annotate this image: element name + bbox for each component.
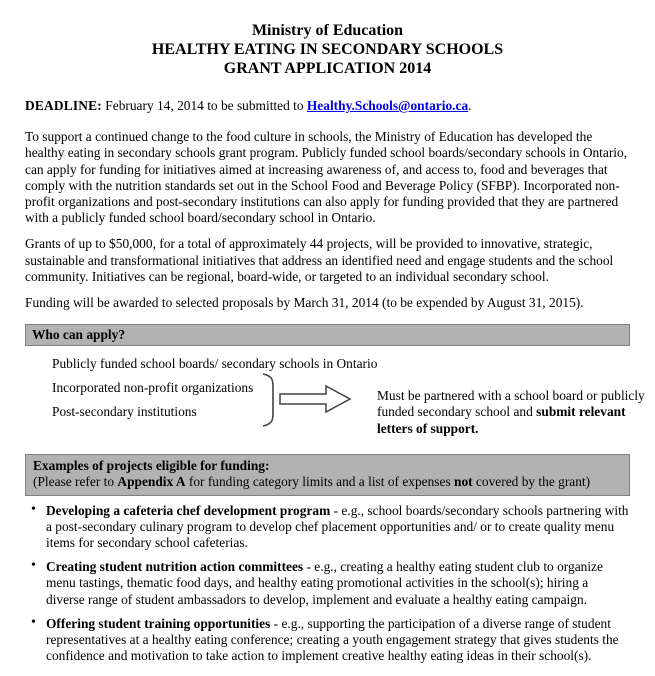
bullet-icon: • — [31, 614, 36, 630]
appendix-a-reference: Appendix A — [117, 474, 186, 490]
email-link[interactable]: Healthy.Schools@ontario.ca — [306, 98, 469, 113]
program-title: HEALTHY EATING IN SECONDARY SCHOOLS — [151, 41, 504, 58]
eligible-projects-header-box — [25, 454, 630, 495]
eligible-projects-list — [25, 503, 630, 665]
ministry-title: Ministry of Education — [251, 22, 404, 39]
who-can-apply-header: Who can apply? — [25, 324, 630, 346]
subtitle-text: for funding category limits and a list of expenses — [185, 474, 455, 490]
bullet-body: - e.g., school boards/secondary schools partnering with a post-secondary culinary program to develop chef placement opportunities and/ or to create quality menu items for secondary school cafeterias. — [46, 502, 629, 551]
eligible-projects-title: Examples of projects eligible for funding: — [33, 458, 270, 474]
list-item-student-training — [25, 616, 630, 665]
right-arrow-icon — [279, 383, 353, 419]
bullet-body: - e.g., supporting the participation of a diverse range of student representatives at a healthy eating conference; creating a youth engagement strategy that gives students the confidence and motivation to take action to implement creative healthy eating ideas in their school(s). — [46, 615, 619, 664]
grants-paragraph: Grants of up to $50,000, for a total of approximately 44 projects, will be provided to innovative, strategic, sustainable and transformational initiatives that address an identified need and engage students and the school community. Initiatives can be regional, board-wide, or targeted to an individual secondary school. — [25, 236, 614, 284]
subtitle-text: covered by the grant) — [472, 474, 591, 490]
partner-note-bold-text: submit relevant letters of support. — [377, 404, 626, 436]
list-item-nutrition-committees — [25, 559, 630, 608]
list-item-chef-program — [25, 503, 630, 552]
partner-requirement-note — [377, 388, 647, 437]
bullet-body: - e.g., creating a healthy eating student club to organize menu tastings, thematic food days, and healthy eating promotional activities in the school(s); hiring a diverse range of student ambassadors to develop, implement and evaluate a healthy eating campaign. — [46, 559, 603, 607]
deadline-period: . — [468, 98, 472, 113]
bullet-lead: Developing a cafeteria chef development program — [46, 502, 331, 518]
applicant-school-boards: Publicly funded school boards/ secondary schools in Ontario — [52, 356, 378, 372]
bullet-icon: • — [31, 558, 36, 574]
who-can-apply-section — [25, 346, 645, 454]
funding-award-paragraph: Funding will be awarded to selected proposals by March 31, 2014 (to be expended by August 31, 2015). — [25, 295, 584, 311]
deadline-text: February 14, 2014 to be submitted to — [101, 98, 307, 113]
bullet-lead: Offering student training opportunities — [46, 615, 271, 631]
document-header — [25, 21, 630, 78]
deadline-line — [25, 98, 630, 114]
deadline-label: DEADLINE: — [25, 98, 102, 113]
applicant-non-profit: Incorporated non-profit organizations — [52, 380, 254, 396]
grouping-bracket-icon — [261, 372, 277, 432]
not-emphasis: not — [454, 474, 473, 490]
application-year-title: GRANT APPLICATION 2014 — [223, 60, 432, 77]
eligible-projects-subtitle — [33, 474, 622, 490]
subtitle-text: (Please refer to — [33, 474, 118, 490]
partner-note-text: Must be partnered with a school board or publicly funded secondary school and — [377, 388, 645, 420]
intro-paragraph: To support a continued change to the food culture in schools, the Ministry of Education has developed the healthy eating in secondary schools grant program. Publicly funded school boards/secondary schools in Ontario, can apply for funding for initiatives aimed at increasing awareness of, and access to, food and beverages that comply with the nutrition standards set out in the School Food and Beverage Policy (SFBP). Incorporated non-profit organizations and post-secondary institutions can also apply for funding provided that they are partnered with a publicly funded school board/secondary school in Ontario. — [25, 129, 628, 226]
bullet-lead: Creating student nutrition action committees — [46, 559, 304, 575]
applicant-post-secondary: Post-secondary institutions — [52, 404, 197, 420]
bullet-icon: • — [31, 501, 36, 517]
